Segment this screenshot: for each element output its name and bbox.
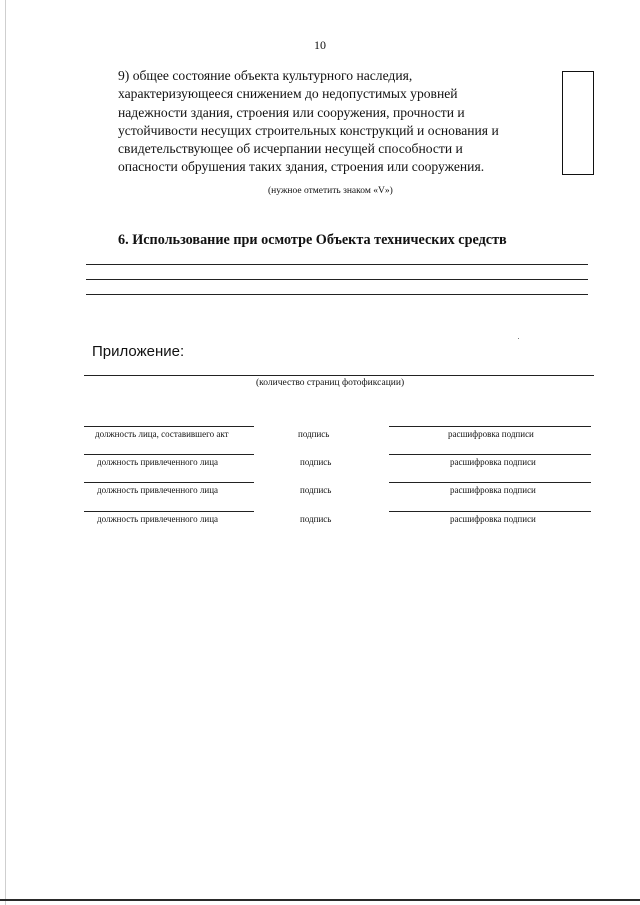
position-label: должность лица, составившего акт [95, 429, 229, 439]
section-6-fill-line[interactable] [86, 279, 588, 280]
section-6-heading: 6. Использование при осмотре Объекта технических средств [118, 232, 507, 248]
item-9-line: свидетельствующее об исчерпании несущей способности и [118, 141, 463, 157]
position-line[interactable] [84, 454, 254, 455]
decode-label: расшифровка подписи [448, 429, 534, 439]
decode-line[interactable] [389, 511, 591, 512]
decode-label: расшифровка подписи [450, 514, 536, 524]
position-line[interactable] [84, 511, 254, 512]
signature-label: подпись [300, 514, 332, 524]
decode-line[interactable] [389, 482, 591, 483]
signature-label: подпись [300, 485, 332, 495]
item-9-checkbox[interactable] [562, 71, 594, 175]
item-9-line: надежности здания, строения или сооружения, прочности и [118, 104, 465, 120]
decode-label: расшифровка подписи [450, 457, 536, 467]
item-9-line: характеризующееся снижением до недопустимых уровней [118, 86, 458, 102]
decode-line[interactable] [389, 426, 591, 427]
item-9-line: устойчивости несущих строительных конструкций и основания и [118, 122, 499, 138]
signature-label: подпись [300, 457, 332, 467]
page-number: 10 [314, 38, 326, 52]
scan-left-edge [5, 0, 6, 905]
appendix-label: Приложение: [92, 343, 185, 360]
item-9-line: опасности обрушения таких здания, строения или сооружения. [118, 159, 485, 175]
position-label: должность привлеченного лица [97, 514, 219, 524]
photo-pages-note: (количество страниц фотофиксации) [256, 378, 405, 388]
appendix-fill-line[interactable] [84, 375, 594, 376]
mark-note: (нужное отметить знаком «V») [268, 186, 393, 196]
item-9-line: 9) общее состояние объекта культурного наследия, [118, 68, 413, 83]
position-line[interactable] [84, 482, 254, 483]
section-6-fill-line[interactable] [86, 264, 588, 265]
signature-label: подпись [298, 429, 330, 439]
position-label: должность привлеченного лица [97, 485, 219, 495]
decode-line[interactable] [389, 454, 591, 455]
decode-label: расшифровка подписи [450, 485, 536, 495]
scan-bottom-edge [0, 899, 640, 901]
position-label: должность привлеченного лица [97, 457, 219, 467]
section-6-fill-line[interactable] [86, 294, 588, 295]
scan-speck [518, 338, 519, 339]
position-line[interactable] [84, 426, 254, 427]
item-9-text [118, 67, 548, 177]
